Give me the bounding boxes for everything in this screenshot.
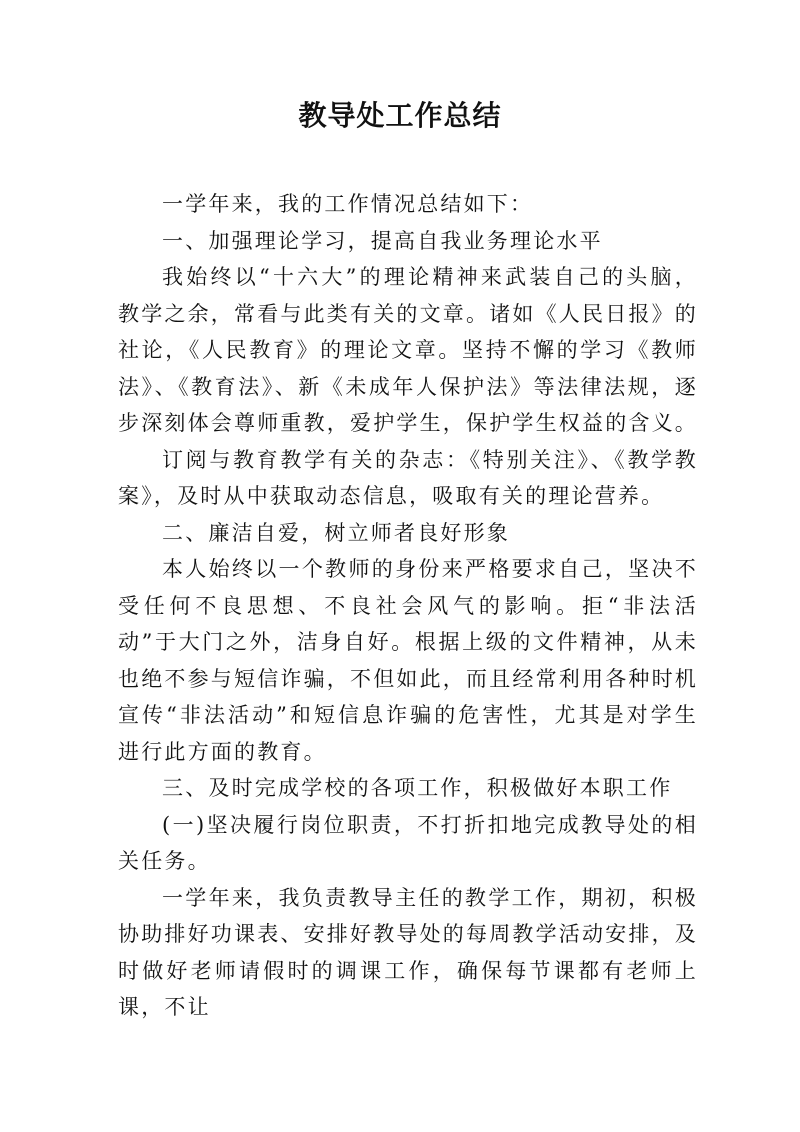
paragraph-theory-study: 我始终以“十六大”的理论精神来武装自己的头脑，教学之余，常看与此类有关的文章。诸如《人民日报》的社论，《人民教育》的理论文章。坚持不懈的学习《教师法》、《教育法》、新《未成年人保护法》等法律法规，逐步深刻体会尊师重教，爱护学生，保护学生权益的含义。 xyxy=(118,265,698,435)
paragraph-intro: 一学年来，我的工作情况总结如下： xyxy=(162,192,534,216)
section-heading-3: 三、及时完成学校的各项工作，积极做好本职工作 xyxy=(162,776,673,800)
document-title: 教导处工作总结 xyxy=(298,99,502,132)
subsection-heading-1: (一)坚决履行岗位职责，不打折扣地完成教导处的相关任务。 xyxy=(118,812,698,873)
paragraph-integrity: 本人始终以一个教师的身份来严格要求自己，坚决不受任何不良思想、不良社会风气的影响。拒“非法活动”于大门之外，洁身自好。根据上级的文件精神，从未也绝不参与短信诈骗，不但如此，而且经常利用各种时机宣传“非法活动”和短信息诈骗的危害性，尤其是对学生进行此方面的教育。 xyxy=(118,557,698,764)
document-body xyxy=(118,186,698,1026)
section-heading-2: 二、廉洁自爱，树立师者良好形象 xyxy=(162,520,510,545)
paragraph-duties: 一学年来，我负责教导主任的教学工作，期初，积极协助排好功课表、安排好教导处的每周教学活动安排，及时做好老师请假时的调课工作，确保每节课都有老师上课，不让 xyxy=(118,885,698,1019)
paragraph-magazines: 订阅与教育教学有关的杂志：《特别关注》、《教学教案》，及时从中获取动态信息，吸取有关的理论营养。 xyxy=(118,447,698,508)
section-heading-1: 一、加强理论学习，提高自我业务理论水平 xyxy=(162,228,603,253)
